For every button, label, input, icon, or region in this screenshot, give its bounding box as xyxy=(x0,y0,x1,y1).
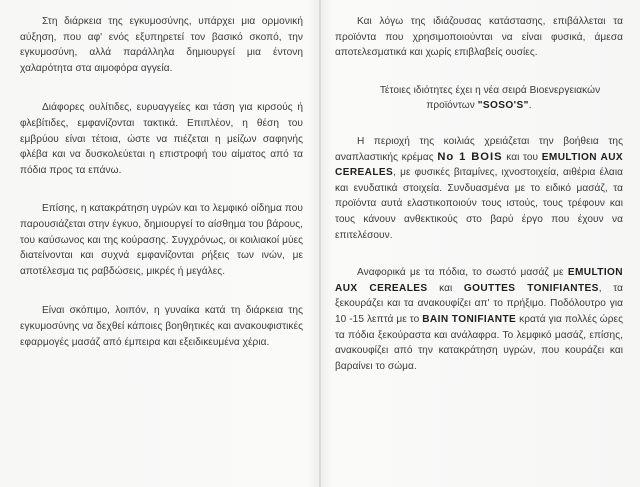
right-paragraph-3 xyxy=(335,134,623,243)
product-bain-tonifiante: BAIN TONIFIANTE xyxy=(422,313,517,325)
left-paragraph-3: Επίσης, η κατακράτηση υγρών και το λεμφικό οίδημα που παρουσιάζεται στην έγκυο, δημιουργεί το αίσθημα του βάρους, του καύσωνος και της κούρασης. Συγχρόνως, οι κοιλιακοί μύες διατείνονται και συχνά εμφανίζονται ρήξεις των ινών, με αποτέλεσμα τις ραβδώσεις, μικρές ή μεγάλες. xyxy=(20,203,303,277)
right-p4-text-2: και xyxy=(427,282,464,294)
left-paragraph-4: Είναι σκόπιμο, λοιπόν, η γυναίκα κατά τη διάρκεια της εγκυμοσύνης να δεχθεί κάποιες βοηθητικές και ανακουφιστικές εφαρμογές μασάζ από έμπειρα και εξειδικευμένα χέρια. xyxy=(20,305,303,348)
right-p4-text-4: κρατά για πολλές ώρες τα πόδια ξεκούραστα και ανάλαφρα. Το λεμφικό μασάζ, επίσης, ανακουφίζει από την κατακράτηση υγρών, που κουράζει και βαραίνει το σώμα. xyxy=(335,313,623,372)
brand-name-sosos: "SOSO'S" xyxy=(477,100,529,112)
left-page xyxy=(20,14,303,350)
right-p3-text-1: Η περιοχή της κοιλιάς χρειάζεται την βοήθεια της αναπλαστικής κρέμας xyxy=(335,135,623,163)
right-p3-text-2: και του xyxy=(502,151,542,163)
product-no1-bois: Νο 1 BOIS xyxy=(437,150,503,163)
left-paragraph-2: Διάφορες ουλίτιδες, ευρυαγγείες και τάση για κιρσούς ή φλεβίτιδες, εμφανίζονται τακτικά. Επιπλέον, η θέση του εμβρύου είναι τέτοια, ώστε να πιέζεται η μείζων σαφηνής φλέβα και να δυσκολεύεται η επιστροφή του αίματος από τα πόδια προς τα επάνω. xyxy=(20,102,303,176)
right-p2-end: . xyxy=(528,100,532,112)
right-paragraph-4 xyxy=(335,265,623,374)
right-paragraph-1: Και λόγω της ιδιάζουσας κατάστασης, επιβάλλεται τα προϊόντα που χρησιμοποιούνται να είναι φυσικά, άμεσα αποτελεσματικά και χωρίς επιβλαβείς ουσίες. xyxy=(335,16,623,59)
right-p4-text-1: Αναφορικά με τα πόδια, το σωστό μασάζ με xyxy=(357,267,568,279)
center-fold xyxy=(319,0,321,487)
right-p3-text-3: , με φυσικές βιταμίνες, ιχνοστοιχεία, αιθέρια έλαια και ενυδατικά στοιχεία. Συνδυασμένα με το ειδικό μασάζ, τα προϊόντα αυτά ελαστικοποιούν τους ιστούς, τους τρέφουν και τους κάνουν ανθεκτικούς στο βαρύ έργο που έχουν να επιτελέσουν. xyxy=(335,167,623,241)
right-page xyxy=(335,14,623,374)
right-p4-text-3: , τα ξεκουράζει και τα ανακουφίζει απ' το πρήξιμο. Ποδόλουτρο για 10 -15 λεπτά με το xyxy=(335,282,623,325)
product-gouttes-tonifiantes: GOUTTES TONIFIANTES xyxy=(463,282,599,294)
right-paragraph-2 xyxy=(335,83,623,114)
product-emultion-aux-cereales: EMULTION AUX CEREALES xyxy=(335,151,624,179)
left-paragraph-1: Στη διάρκεια της εγκυμοσύνης, υπάρχει μια ορμονική αύξηση, που αφ' ενός εξυπηρετεί τον βασικό σκοπό, την εγκυμοσύνη, αλλά παράλληλα δημιουργεί μια έντονη χαλαρότητα στα αιμοφόρα αγγεία. xyxy=(20,16,303,74)
product-emultion-aux-cereales-2: EMULTION AUX CEREALES xyxy=(335,267,623,294)
right-p2-text: Τέτοιες ιδιότητες έχει η νέα σειρά Βιοενεργειακών προϊόντων xyxy=(379,84,601,112)
